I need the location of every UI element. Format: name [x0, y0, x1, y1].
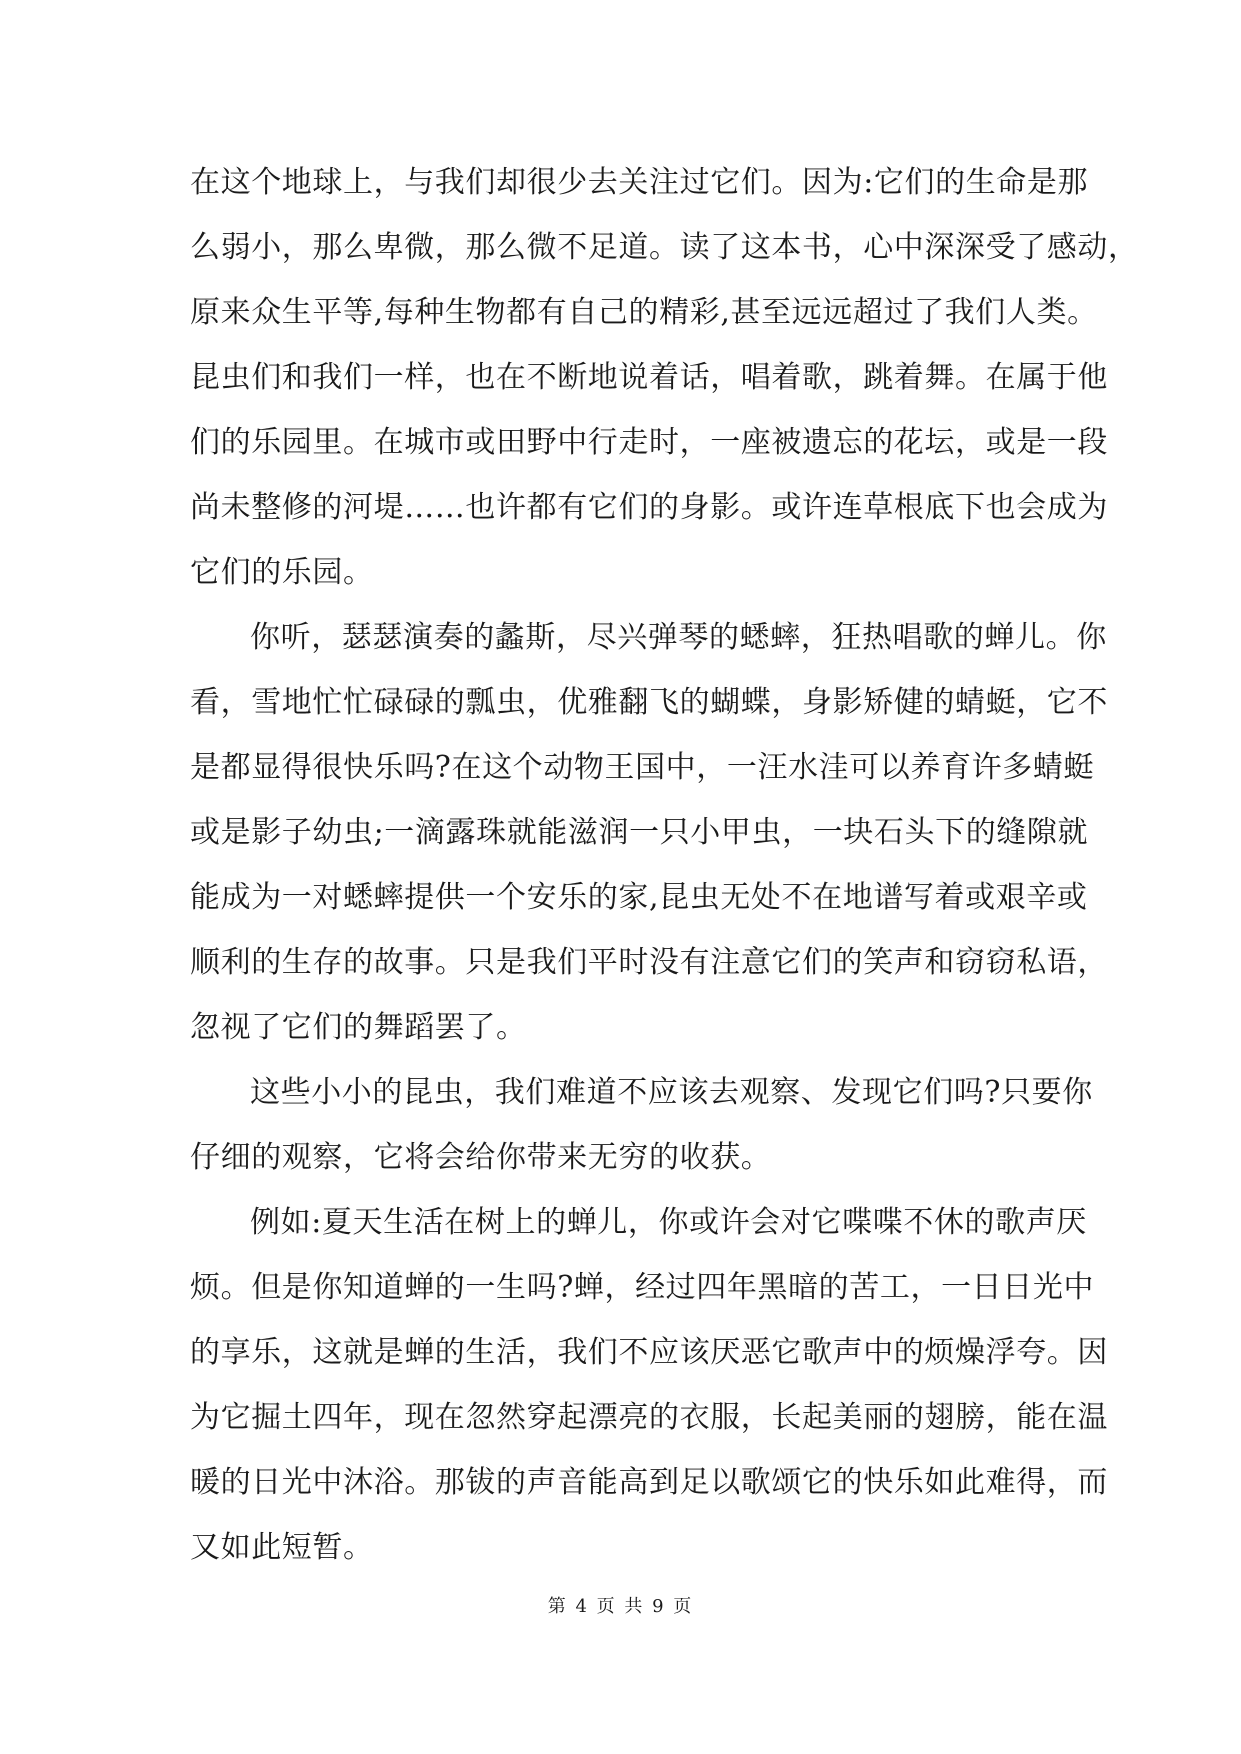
- text-line: 能成为一对蟋蟀提供一个安乐的家,昆虫无处不在地谱写着或艰辛或: [190, 880, 1088, 915]
- text-line: 昆虫们和我们一样，也在不断地说着话，唱着歌，跳着舞。在属于他: [190, 360, 1108, 395]
- paragraph: [190, 150, 1139, 605]
- text-line: 在这个地球上，与我们却很少去关注过它们。因为:它们的生命是那: [190, 165, 1089, 200]
- text-line: 这些小小的昆虫，我们难道不应该去观察、发现它们吗?只要你: [250, 1075, 1093, 1110]
- text-line: 原来众生平等,每种生物都有自己的精彩,甚至远远超过了我们人类。: [190, 295, 1098, 330]
- page-footer: [0, 1592, 1241, 1618]
- text-line: 仔细的观察，它将会给你带来无穷的收获。: [190, 1140, 772, 1175]
- text-line: 它们的乐园。: [190, 555, 374, 590]
- text-line: 暖的日光中沐浴。那钹的声音能高到足以歌颂它的快乐如此难得，而: [190, 1465, 1108, 1500]
- text-line: 例如:夏天生活在树上的蝉儿，你或许会对它喋喋不休的歌声厌: [250, 1205, 1087, 1240]
- footer-total-label: 共: [624, 1596, 645, 1617]
- text-line: 忽视了它们的舞蹈罢了。: [190, 1010, 527, 1045]
- footer-page-unit: 页: [596, 1596, 617, 1617]
- text-line: 的享乐，这就是蝉的生活，我们不应该厌恶它歌声中的烦燥浮夸。因: [190, 1335, 1108, 1370]
- text-line: 顺利的生存的故事。只是我们平时没有注意它们的笑声和窃窃私语，: [190, 945, 1108, 980]
- document-body: [190, 150, 1139, 1580]
- footer-suffix: 页: [673, 1596, 694, 1617]
- text-line: 尚未整修的河堤……也许都有它们的身影。或许连草根底下也会成为: [190, 490, 1108, 525]
- text-line: 或是影子幼虫;一滴露珠就能滋润一只小甲虫，一块石头下的缝隙就: [190, 815, 1089, 850]
- text-line: 为它掘土四年，现在忽然穿起漂亮的衣服，长起美丽的翅膀，能在温: [190, 1400, 1108, 1435]
- text-line: 们的乐园里。在城市或田野中行走时，一座被遗忘的花坛，或是一段: [190, 425, 1108, 460]
- footer-prefix: 第: [547, 1596, 568, 1617]
- text-line: 又如此短暂。: [190, 1530, 374, 1565]
- total-pages-number: 9: [652, 1596, 666, 1617]
- text-line: 烦。但是你知道蝉的一生吗?蝉，经过四年黑暗的苦工，一日日光中: [190, 1270, 1095, 1305]
- paragraph: [190, 605, 1108, 1060]
- text-line: 是都显得很快乐吗?在这个动物王国中，一汪水洼可以养育许多蜻蜓: [190, 750, 1095, 785]
- text-line: 看，雪地忙忙碌碌的瓢虫，优雅翻飞的蝴蝶，身影矫健的蜻蜓，它不: [190, 685, 1108, 720]
- text-line: 你听，瑟瑟演奏的蠡斯，尽兴弹琴的蟋蟀，狂热唱歌的蝉儿。你: [250, 620, 1107, 655]
- paragraph: [190, 1190, 1108, 1580]
- text-line: 么弱小，那么卑微，那么微不足道。读了这本书，心中深深受了感动，: [190, 230, 1139, 265]
- paragraph: [190, 1060, 1093, 1190]
- current-page-number: 4: [575, 1596, 589, 1617]
